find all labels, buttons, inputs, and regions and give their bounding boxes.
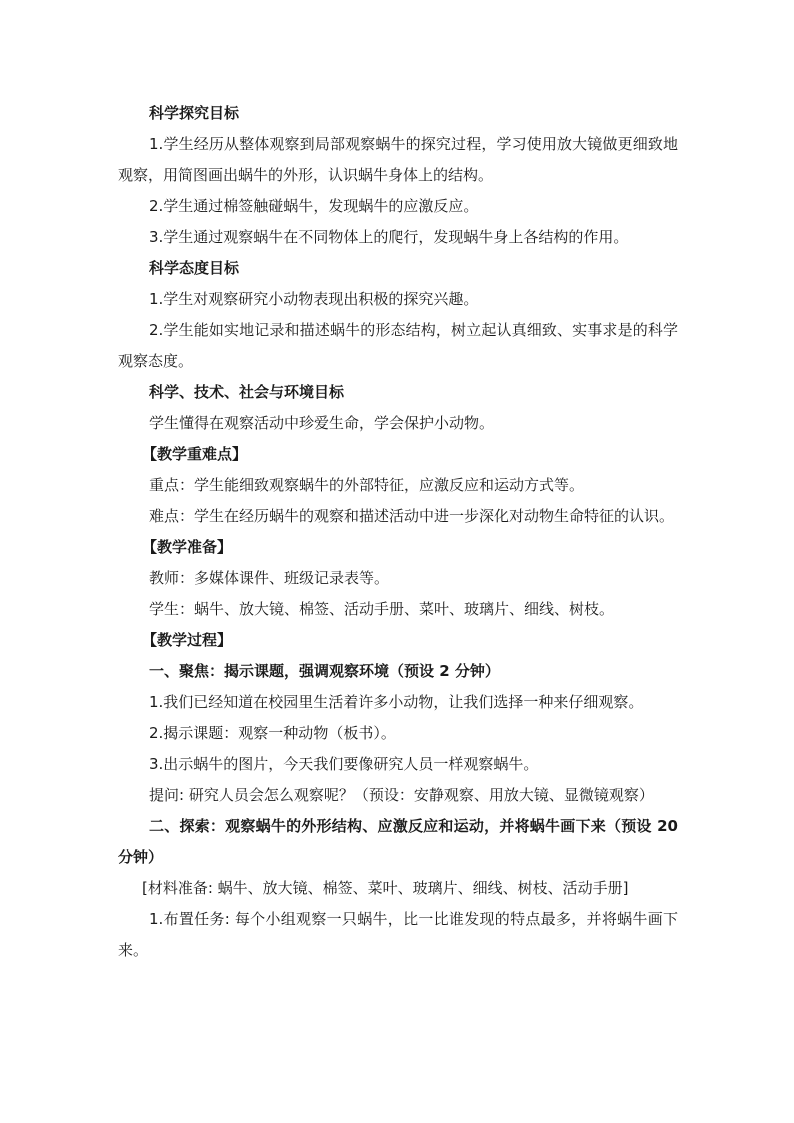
document-body	[118, 98, 678, 966]
heading-key-points: 【教学重难点】	[142, 445, 248, 463]
step1-title: 一、聚焦：揭示课题，强调观察环境（预设 2 分钟）	[149, 662, 500, 680]
paragraph-difficult-point: 难点：学生在经历蜗牛的观察和描述活动中进一步深化对动物生命特征的认识。	[149, 507, 675, 525]
section-title-inquiry: 科学探究目标	[149, 104, 240, 122]
step2-materials: [材料准备: 蜗牛、放大镜、棉签、菜叶、玻璃片、细线、树枝、活动手册]	[142, 879, 629, 897]
step2-task: 1.布置任务: 每个小组观察一只蜗牛，比一比谁发现的特点最多，并将蜗牛画下来。	[118, 910, 678, 959]
step1-item-3: 3.出示蜗牛的图片，今天我们要像研究人员一样观察蜗牛。	[149, 755, 539, 773]
paragraph-prep-teacher: 教师：多媒体课件、班级记录表等。	[149, 569, 390, 587]
step1-question: 提问: 研究人员会怎么观察呢？（预设：安静观察、用放大镜、显微镜观察）	[149, 786, 654, 804]
heading-preparation: 【教学准备】	[142, 538, 233, 556]
paragraph-inquiry-2: 2.学生通过棉签触碰蜗牛，发现蜗牛的应激反应。	[149, 197, 479, 215]
section-title-attitude: 科学态度目标	[149, 259, 240, 277]
step2-title: 二、探索：观察蜗牛的外形结构、应激反应和运动，并将蜗牛画下来（预设 20 分钟）	[118, 817, 678, 866]
section-title-stse: 科学、技术、社会与环境目标	[149, 383, 345, 401]
paragraph-key-point: 重点：学生能细致观察蜗牛的外部特征，应激反应和运动方式等。	[149, 476, 585, 494]
paragraph-inquiry-1: 1.学生经历从整体观察到局部观察蜗牛的探究过程，学习使用放大镜做更细致地观察，用简图画出蜗牛的外形，认识蜗牛身体上的结构。	[118, 135, 678, 184]
paragraph-prep-student: 学生：蜗牛、放大镜、棉签、活动手册、菜叶、玻璃片、细线、树枝。	[149, 600, 615, 618]
paragraph-attitude-2: 2.学生能如实地记录和描述蜗牛的形态结构，树立起认真细致、实事求是的科学观察态度。	[118, 321, 678, 370]
step1-item-1: 1.我们已经知道在校园里生活着许多小动物，让我们选择一种来仔细观察。	[149, 693, 644, 711]
step1-item-2: 2.揭示课题：观察一种动物（板书）。	[149, 724, 396, 742]
paragraph-inquiry-3: 3.学生通过观察蜗牛在不同物体上的爬行，发现蜗牛身上各结构的作用。	[149, 228, 629, 246]
paragraph-stse: 学生懂得在观察活动中珍爱生命，学会保护小动物。	[149, 414, 495, 432]
paragraph-attitude-1: 1.学生对观察研究小动物表现出积极的探究兴趣。	[149, 290, 479, 308]
heading-process: 【教学过程】	[142, 631, 233, 649]
